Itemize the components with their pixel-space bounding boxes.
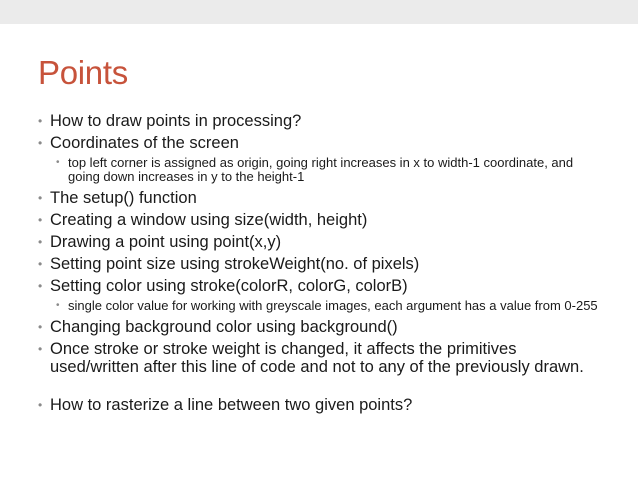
bullet-item bbox=[38, 189, 598, 207]
bullet-text: The setup() function bbox=[50, 189, 197, 207]
sub-bullet-text: top left corner is assigned as origin, going right increases in x to width-1 coordinate, and going down increases in y to the height-1 bbox=[68, 155, 574, 184]
bullet-text: How to rasterize a line between two given points? bbox=[50, 396, 413, 414]
bullet-text: Coordinates of the screen bbox=[50, 134, 239, 152]
bullet-item bbox=[38, 112, 598, 130]
bullet-text: Setting point size using strokeWeight(no. of pixels) bbox=[50, 255, 420, 273]
sub-bullet-item bbox=[38, 299, 598, 313]
sub-bullet-text: single color value for working with greyscale images, each argument has a value from 0-255 bbox=[68, 298, 598, 313]
bullet-text: Drawing a point using point(x,y) bbox=[50, 233, 282, 251]
bullet-icon: • bbox=[38, 398, 43, 412]
bullet-icon: • bbox=[56, 157, 60, 168]
bullet-item bbox=[38, 396, 598, 414]
bullet-icon: • bbox=[38, 235, 43, 249]
bullet-item bbox=[38, 318, 598, 336]
bullet-item bbox=[38, 134, 598, 152]
spacer bbox=[38, 380, 598, 396]
bullet-icon: • bbox=[38, 279, 43, 293]
bullet-icon: • bbox=[38, 114, 43, 128]
bullet-item bbox=[38, 211, 598, 229]
bullet-item bbox=[38, 340, 598, 376]
bullet-icon: • bbox=[56, 300, 60, 311]
bullet-text: How to draw points in processing? bbox=[50, 112, 302, 130]
bullet-icon: • bbox=[38, 191, 43, 205]
bullet-item bbox=[38, 255, 598, 273]
header-band bbox=[0, 0, 638, 24]
bullet-text: Creating a window using size(width, height) bbox=[50, 211, 368, 229]
bullet-item bbox=[38, 233, 598, 251]
bullet-list bbox=[38, 112, 598, 418]
bullet-item bbox=[38, 277, 598, 295]
bullet-icon: • bbox=[38, 257, 43, 271]
bullet-icon: • bbox=[38, 342, 43, 356]
bullet-icon: • bbox=[38, 213, 43, 227]
bullet-text: Changing background color using background() bbox=[50, 318, 398, 336]
bullet-text: Once stroke or stroke weight is changed, it affects the primitives used/written after this line of code and not to any of the previously drawn. bbox=[50, 340, 584, 376]
bullet-icon: • bbox=[38, 136, 43, 150]
bullet-icon: • bbox=[38, 320, 43, 334]
sub-bullet-item bbox=[38, 156, 598, 184]
bullet-text: Setting color using stroke(colorR, colorG, colorB) bbox=[50, 277, 408, 295]
slide-title: Points bbox=[38, 54, 128, 91]
